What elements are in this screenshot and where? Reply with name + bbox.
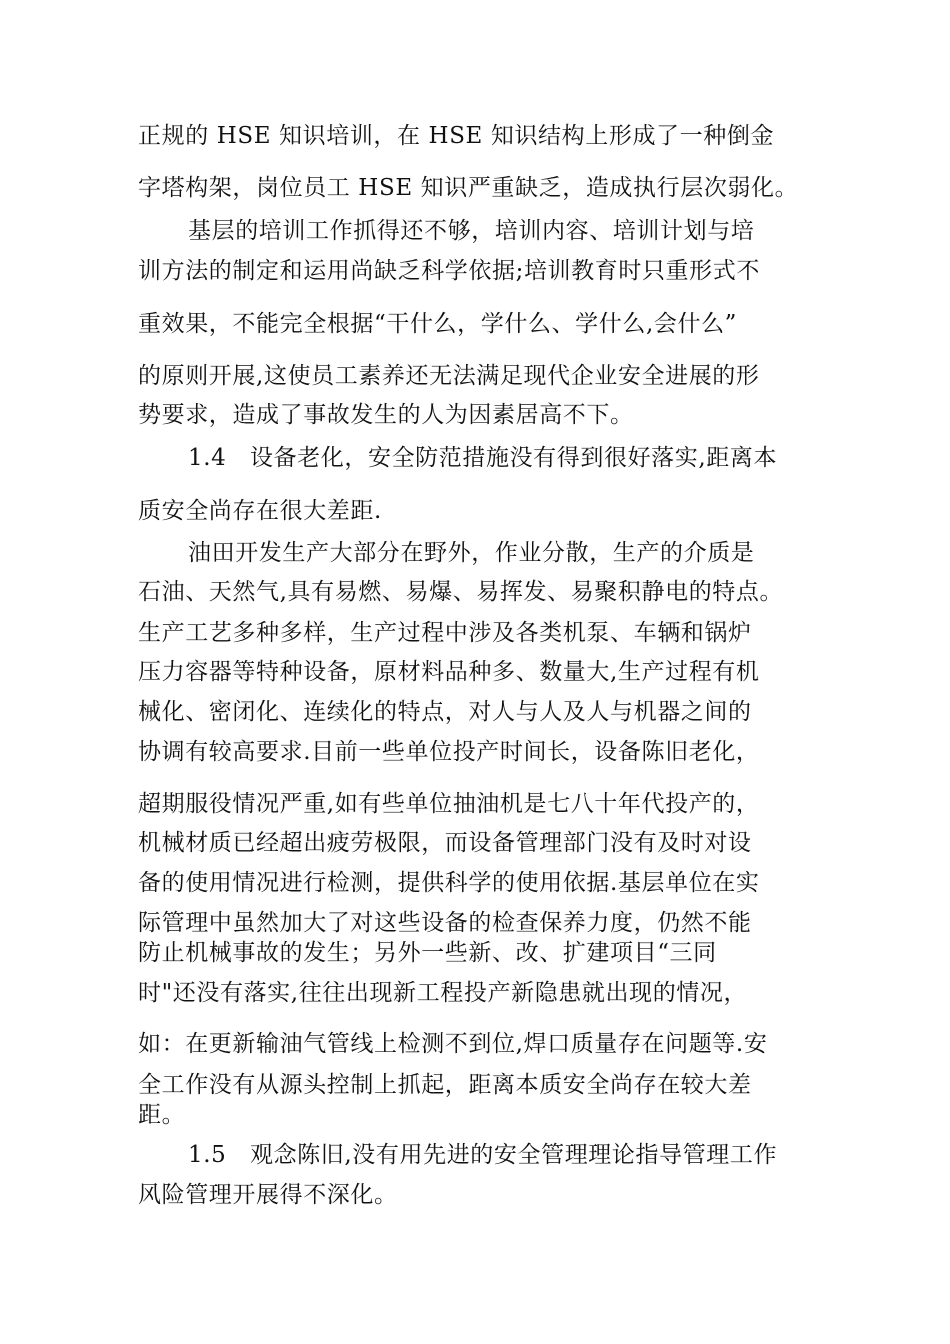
text-line: 基层的培训工作抓得还不够，培训内容、培训计划与培: [188, 218, 755, 244]
text-line: 距。: [138, 1102, 186, 1128]
text-line: 正规的 HSE 知识培训，在 HSE 知识结构上形成了一种倒金: [138, 123, 775, 149]
text-line: 机械材质已经超出疲劳极限，而设备管理部门没有及时对设: [138, 830, 752, 856]
text-line: 全工作没有从源头控制上抓起，距离本质安全尚存在较大差: [138, 1072, 752, 1098]
text-line: 时"还没有落实,往往出现新工程投产新隐患就出现的情况，: [138, 980, 748, 1006]
text-line: 的原则开展,这使员工素养还无法满足现代企业安全进展的形: [138, 363, 760, 389]
text-line: 石油、天然气,具有易燃、易爆、易挥发、易聚积静电的特点。: [138, 579, 784, 605]
text-line: 备的使用情况进行检测，提供科学的使用依据.基层单位在实: [138, 870, 760, 896]
text-line: 防止机械事故的发生；另外一些新、改、扩建项目“三同: [138, 940, 717, 966]
text-line: 际管理中虽然加大了对这些设备的检查保养力度，仍然不能: [138, 910, 752, 936]
section-heading-1-4: 1.4 设备老化，安全防范措施没有得到很好落实,距离本: [188, 445, 778, 471]
text-line: 超期服役情况严重,如有些单位抽油机是七八十年代投产的，: [138, 791, 760, 817]
text-line: 风险管理开展得不深化。: [138, 1182, 398, 1208]
text-line: 重效果，不能完全根据“干什么，学什么、学什么,会什么”: [138, 311, 738, 337]
text-line: 势要求，造成了事故发生的人为因素居高不下。: [138, 402, 634, 428]
section-heading-1-4-cont: 质安全尚存在很大差距.: [138, 498, 382, 524]
text-line: 压力容器等特种设备，原材料品种多、数量大,生产过程有机: [138, 659, 760, 685]
text-line: 生产工艺多种多样，生产过程中涉及各类机泵、车辆和锅炉: [138, 620, 752, 646]
text-line: 械化、密闭化、连续化的特点，对人与人及人与机器之间的: [138, 699, 752, 725]
text-line: 协调有较高要求.目前一些单位投产时间长，设备陈旧老化，: [138, 739, 760, 765]
text-line: 油田开发生产大部分在野外，作业分散，生产的介质是: [188, 540, 755, 566]
text-line: 如：在更新输油气管线上检测不到位,焊口质量存在问题等.安: [138, 1031, 768, 1057]
text-line: 训方法的制定和运用尚缺乏科学依据;培训教育时只重形式不: [138, 258, 760, 284]
text-line: 字塔构架，岗位员工 HSE 知识严重缺乏，造成执行层次弱化。: [138, 175, 799, 201]
section-heading-1-5: 1.5 观念陈旧,没有用先进的安全管理理论指导管理工作: [188, 1142, 778, 1168]
